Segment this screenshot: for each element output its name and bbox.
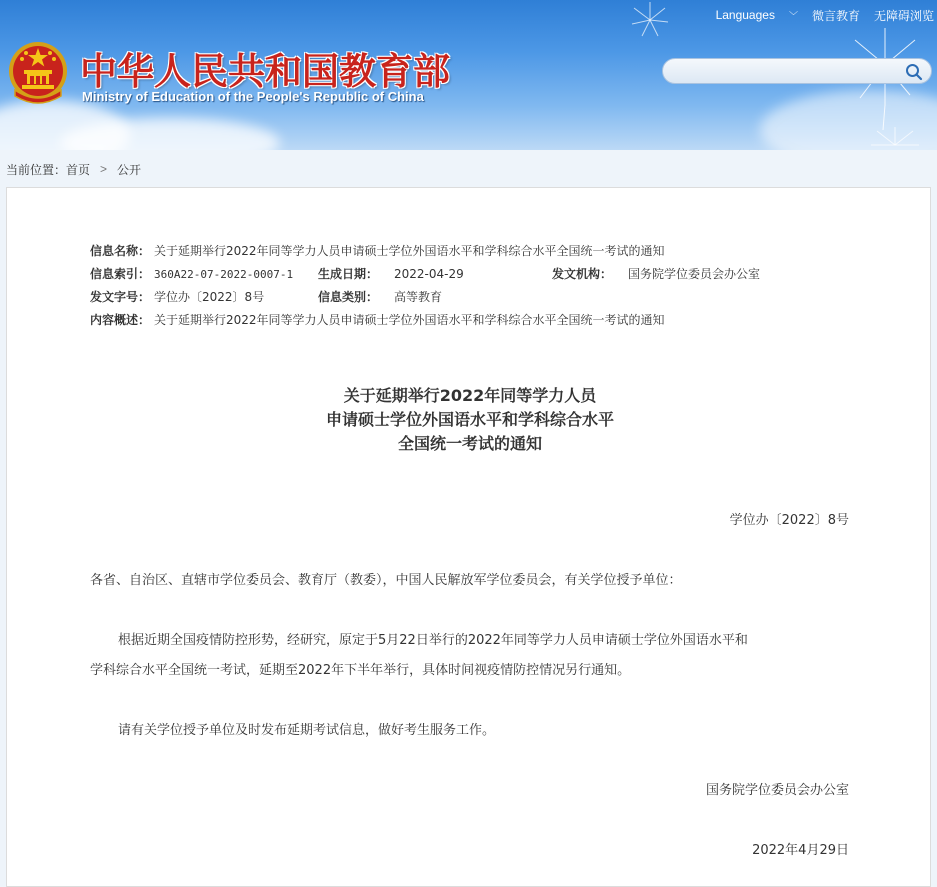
national-emblem-icon[interactable] <box>7 40 69 106</box>
meta-docno-value: 学位办〔2022〕8号 <box>154 290 265 304</box>
document-signature: 国务院学位委员会办公室 <box>705 783 849 798</box>
document-date: 2022年4月29日 <box>752 843 849 858</box>
meta-org-label: 发文机构： <box>552 267 613 281</box>
document-paragraph-line: 根据近期全国疫情防控形势，经研究，原定于5月22日举行的2022年同等学力人员申请硕士学位外国语水平和 <box>118 633 748 648</box>
meta-row-name <box>90 240 665 263</box>
meta-row-docno <box>90 286 665 309</box>
document-paragraph-line: 学科综合水平全国统一考试，延期至2022年下半年举行，具体时间视疫情防控情况另行通知。 <box>90 663 631 678</box>
meta-name-label: 信息名称： <box>90 244 151 258</box>
meta-category-label: 信息类别： <box>318 290 379 304</box>
dandelion-decoration <box>620 0 680 50</box>
dandelion-decoration <box>855 125 935 150</box>
meta-date-value: 2022-04-29 <box>394 267 464 281</box>
accessibility-link[interactable]: 无障碍浏览 <box>873 8 934 23</box>
meta-index-value: 360A22-07-2022-0007-1 <box>154 268 294 281</box>
meta-row-index <box>90 263 761 286</box>
meta-index-label: 信息索引： <box>90 267 151 281</box>
meta-summary-label: 内容概述： <box>90 313 151 327</box>
meta-name-value: 关于延期举行2022年同等学力人员申请硕士学位外国语水平和学科综合水平全国统一考试的通知 <box>154 244 665 258</box>
breadcrumb <box>6 160 141 178</box>
document-paragraph: 请有关学位授予单位及时发布延期考试信息，做好考生服务工作。 <box>118 723 496 738</box>
document-title-line: 全国统一考试的通知 <box>397 434 542 453</box>
meta-summary-value: 关于延期举行2022年同等学力人员申请硕士学位外国语水平和学科综合水平全国统一考试的通知 <box>154 313 665 327</box>
meta-category-value: 高等教育 <box>394 290 443 304</box>
chevron-down-icon: ﹀ <box>788 11 798 21</box>
search-box <box>662 58 932 84</box>
languages-label: Languages <box>715 8 775 22</box>
document-title-line: 关于延期举行2022年同等学力人员 <box>343 386 597 405</box>
meta-org-value: 国务院学位委员会办公室 <box>628 267 761 281</box>
chevron-right-icon: > <box>100 162 108 176</box>
document-title <box>90 384 850 456</box>
search-input[interactable] <box>675 62 904 82</box>
document-salutation: 各省、自治区、直辖市学位委员会、教育厅（教委），中国人民解放军学位委员会，有关学位授予单位： <box>90 573 682 588</box>
breadcrumb-prefix: 当前位置： <box>6 162 67 177</box>
site-subtitle: Ministry of Education of the People's Republic of China <box>82 89 424 104</box>
breadcrumb-home-link[interactable]: 首页 <box>66 162 91 177</box>
site-title[interactable]: 中华人民共和国教育部 <box>80 50 450 93</box>
languages-dropdown[interactable] <box>716 8 798 22</box>
meta-date-label: 生成日期： <box>318 267 379 281</box>
document-number: 学位办〔2022〕8号 <box>729 513 849 528</box>
site-header <box>0 0 937 150</box>
weibo-wechat-link[interactable]: 微言教育 <box>811 8 860 23</box>
top-links <box>702 6 934 24</box>
meta-docno-label: 发文字号： <box>90 290 151 304</box>
document-metadata <box>90 240 761 332</box>
document-title-line: 申请硕士学位外国语水平和学科综合水平 <box>325 410 614 429</box>
search-icon[interactable] <box>905 63 923 81</box>
meta-row-summary <box>90 309 665 332</box>
breadcrumb-current[interactable]: 公开 <box>117 162 142 177</box>
